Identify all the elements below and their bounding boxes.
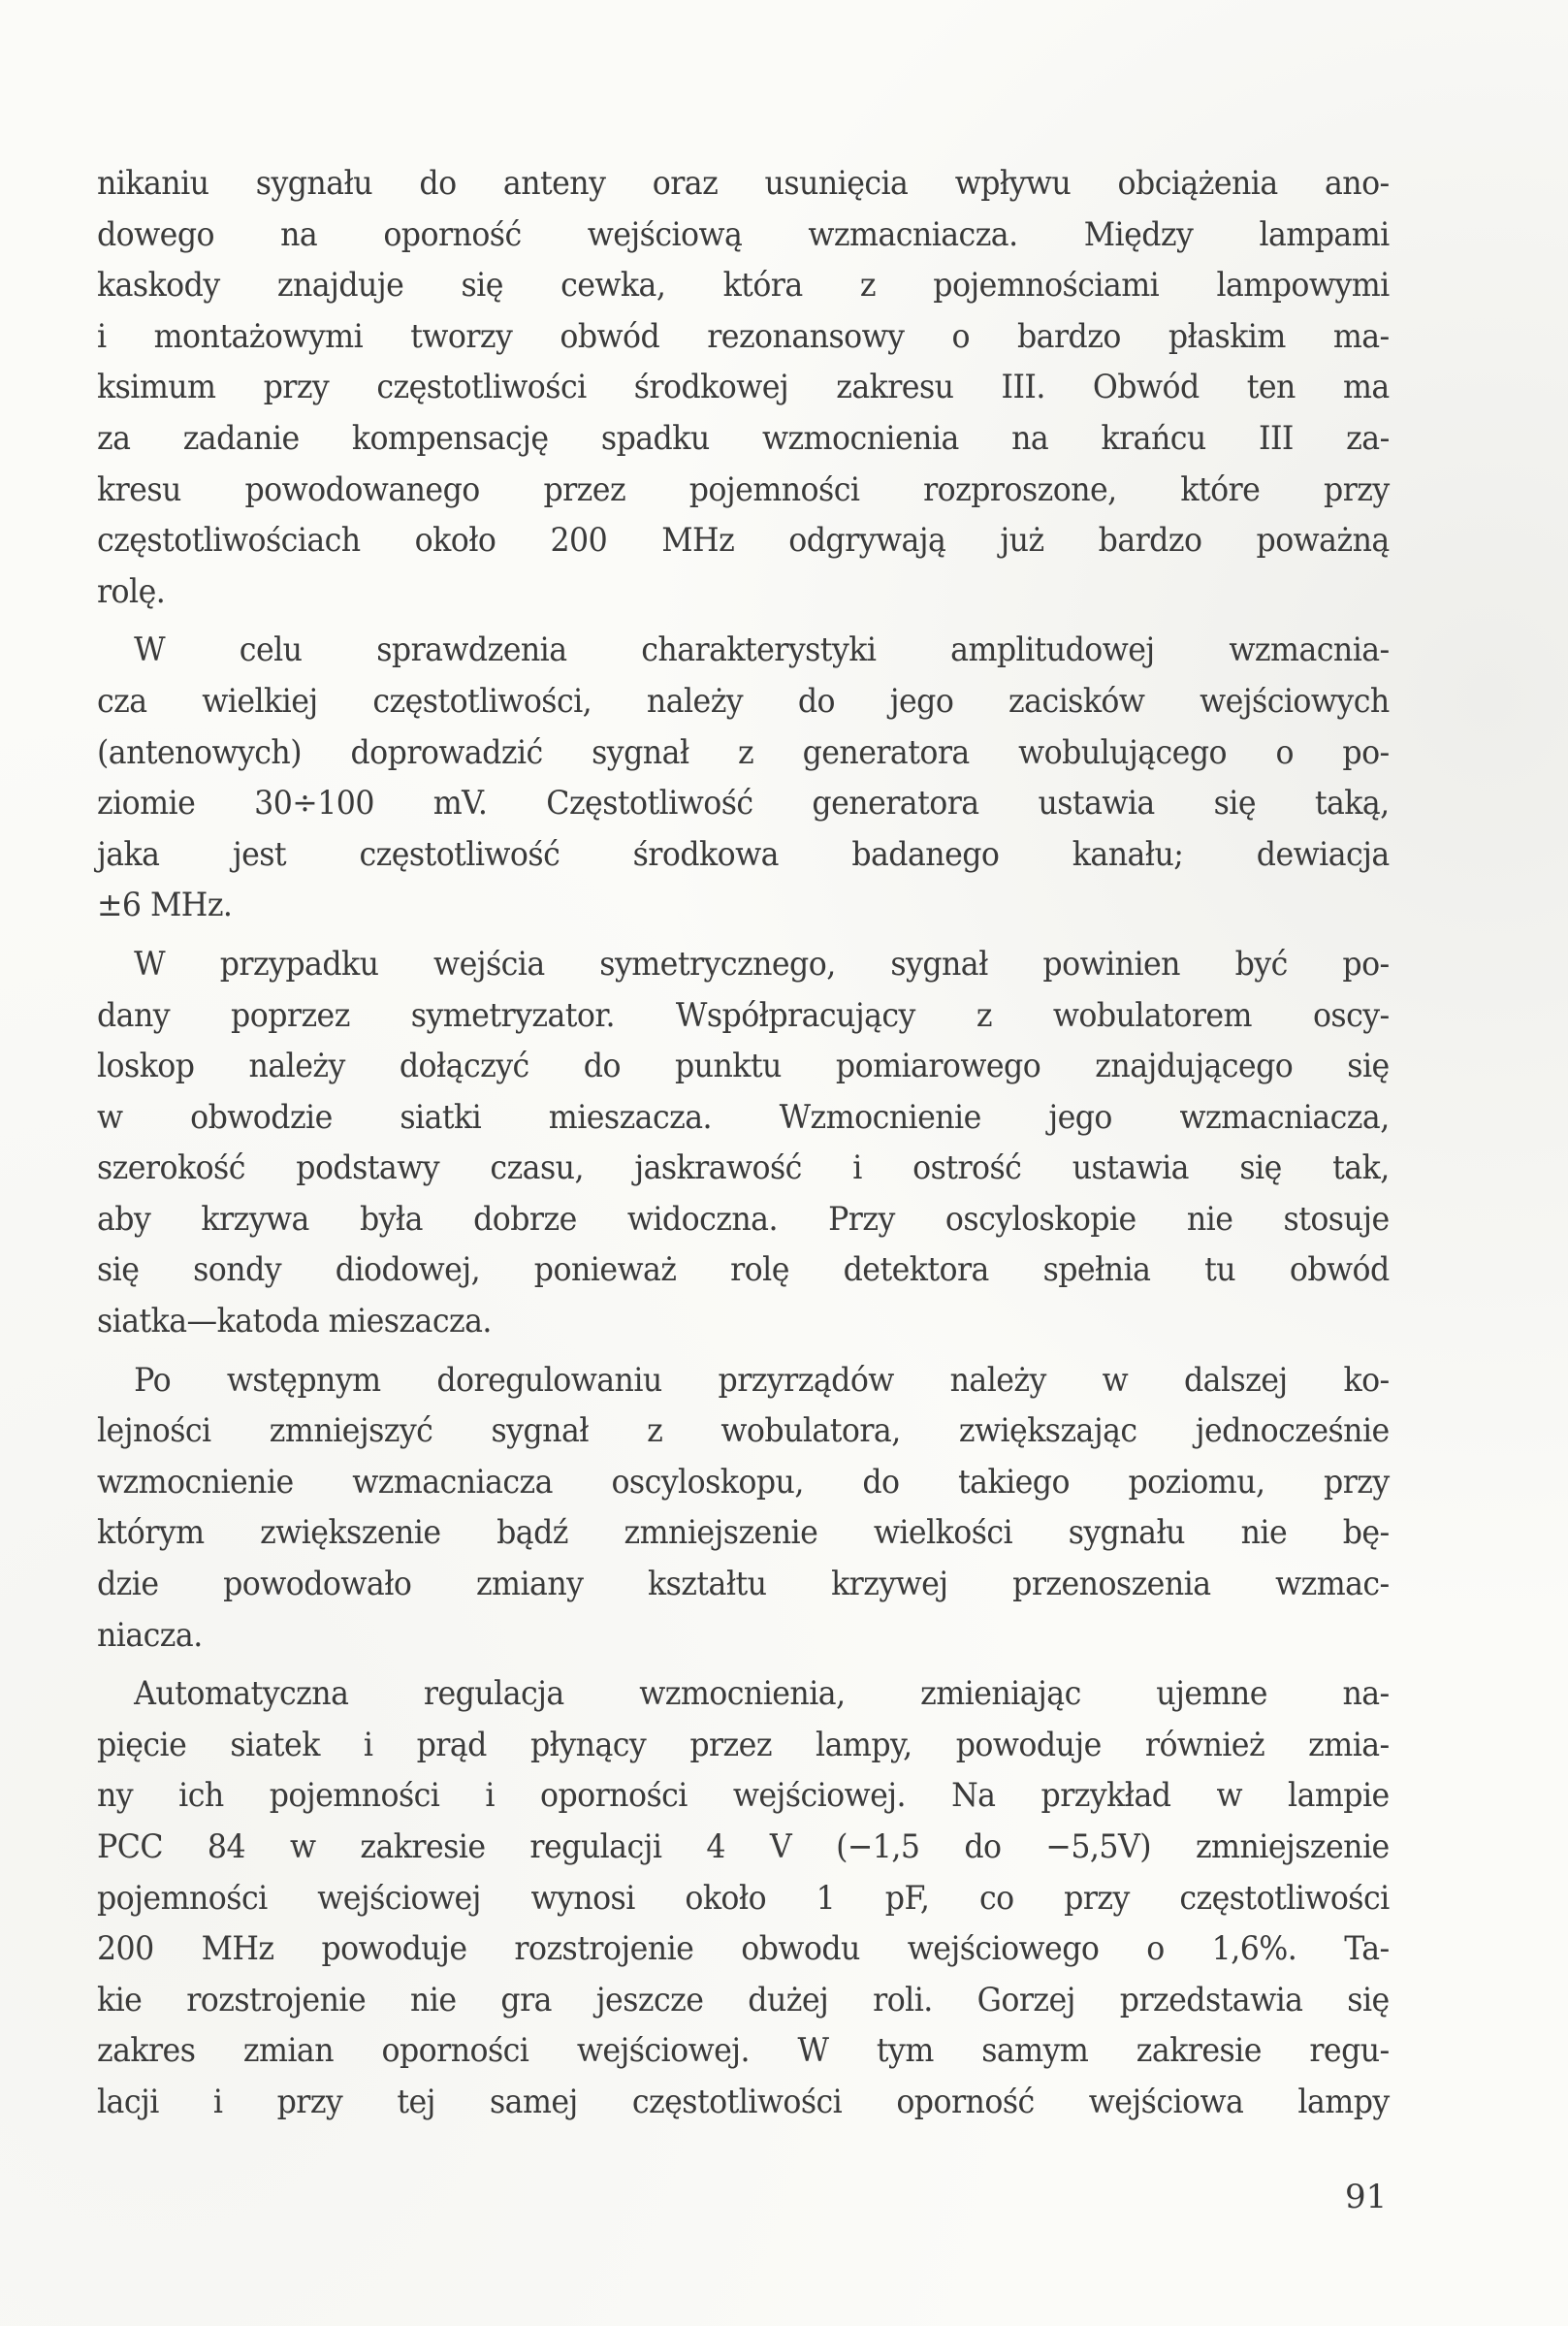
text-line: ksimum przy częstotliwości środkowej zakresu III. Obwód ten ma <box>97 368 1390 407</box>
text-line: Automatyczna regulacja wzmocnienia, zmieniając ujemne na- <box>134 1674 1390 1714</box>
text-line: rolę. <box>97 571 166 611</box>
text-line: lacji i przy tej samej częstotliwości oporność wejściowa lampy <box>97 2082 1390 2121</box>
text-line: ziomie 30÷100 mV. Częstotliwość generatora ustawia się taką, <box>97 784 1390 824</box>
text-line: niacza. <box>97 1615 203 1655</box>
text-line: 200 MHz powoduje rozstrojenie obwodu wejściowego o 1,6%. Ta- <box>97 1929 1390 1969</box>
paragraph <box>97 625 1390 931</box>
text-line: szerokość podstawy czasu, jaskrawość i ostrość ustawia się tak, <box>97 1148 1390 1188</box>
text-line: częstotliwościach około 200 MHz odgrywają już bardzo poważną <box>97 521 1390 561</box>
text-line: ±6 MHz. <box>97 886 233 925</box>
text-line: w obwodzie siatki mieszacza. Wzmocnienie jego wzmacniacza, <box>97 1097 1390 1137</box>
text-line: Po wstępnym doregulowaniu przyrządów należy w dalszej ko- <box>134 1360 1390 1400</box>
body-text <box>97 158 1390 2128</box>
text-line: się sondy diodowej, ponieważ rolę detektora spełnia tu obwód <box>97 1250 1390 1290</box>
text-line: kresu powodowanego przez pojemności rozproszone, które przy <box>97 469 1390 509</box>
text-line: PCC 84 w zakresie regulacji 4 V (−1,5 do −5,5V) zmniejszenie <box>97 1827 1390 1866</box>
text-line: kie rozstrojenie nie gra jeszcze dużej roli. Gorzej przedstawia się <box>97 1980 1390 2019</box>
text-line: aby krzywa była dobrze widoczna. Przy oscyloskopie nie stosuje <box>97 1199 1390 1239</box>
text-line: zakres zmian oporności wejściowej. W tym samym zakresie regu- <box>97 2031 1390 2071</box>
text-line: pięcie siatek i prąd płynący przez lampy, powoduje również zmia- <box>97 1725 1390 1764</box>
text-line: dany poprzez symetryzator. Współpracujący z wobulatorem oscy- <box>97 995 1390 1035</box>
text-line: dzie powodowało zmiany kształtu krzywej przenoszenia wzmac- <box>97 1565 1390 1604</box>
text-line: którym zwiększenie bądź zmniejszenie wielkości sygnału nie bę- <box>97 1513 1390 1553</box>
text-line: W celu sprawdzenia charakterystyki amplitudowej wzmacnia- <box>134 630 1390 670</box>
paragraph <box>97 158 1390 617</box>
text-line: lejności zmniejszyć sygnał z wobulatora, zwiększając jednocześnie <box>97 1411 1390 1451</box>
text-line: jaka jest częstotliwość środkowa badanego kanału; dewiacja <box>97 834 1390 874</box>
text-line: pojemności wejściowej wynosi około 1 pF, co przy częstotliwości <box>97 1878 1390 1918</box>
text-line: siatka—katoda mieszacza. <box>97 1302 492 1341</box>
text-line: i montażowymi tworzy obwód rezonansowy o bardzo płaskim ma- <box>97 316 1390 356</box>
paragraph <box>97 939 1390 1347</box>
text-line: ny ich pojemności i oporności wejściowej. Na przykład w lampie <box>97 1776 1390 1816</box>
text-line: za zadanie kompensację spadku wzmocnienia na krańcu III za- <box>97 418 1390 458</box>
text-line: nikaniu sygnału do anteny oraz usunięcia wpływu obciążenia ano- <box>97 164 1390 203</box>
page-number: 91 <box>1345 2178 1388 2216</box>
text-line: wzmocnienie wzmacniacza oscyloskopu, do takiego poziomu, przy <box>97 1462 1390 1502</box>
text-line: dowego na oporność wejściową wzmacniacza. Między lampami <box>97 214 1390 254</box>
paragraph <box>97 1355 1390 1662</box>
text-line: kaskody znajduje się cewka, która z pojemnościami lampowymi <box>97 266 1390 306</box>
text-line: cza wielkiej częstotliwości, należy do jego zacisków wejściowych <box>97 681 1390 721</box>
text-line: loskop należy dołączyć do punktu pomiarowego znajdującego się <box>97 1047 1390 1086</box>
text-line: W przypadku wejścia symetrycznego, sygnał powinien być po- <box>134 944 1390 984</box>
text-line: (antenowych) doprowadzić sygnał z generatora wobulującego o po- <box>97 732 1390 772</box>
paragraph <box>97 1668 1390 2127</box>
